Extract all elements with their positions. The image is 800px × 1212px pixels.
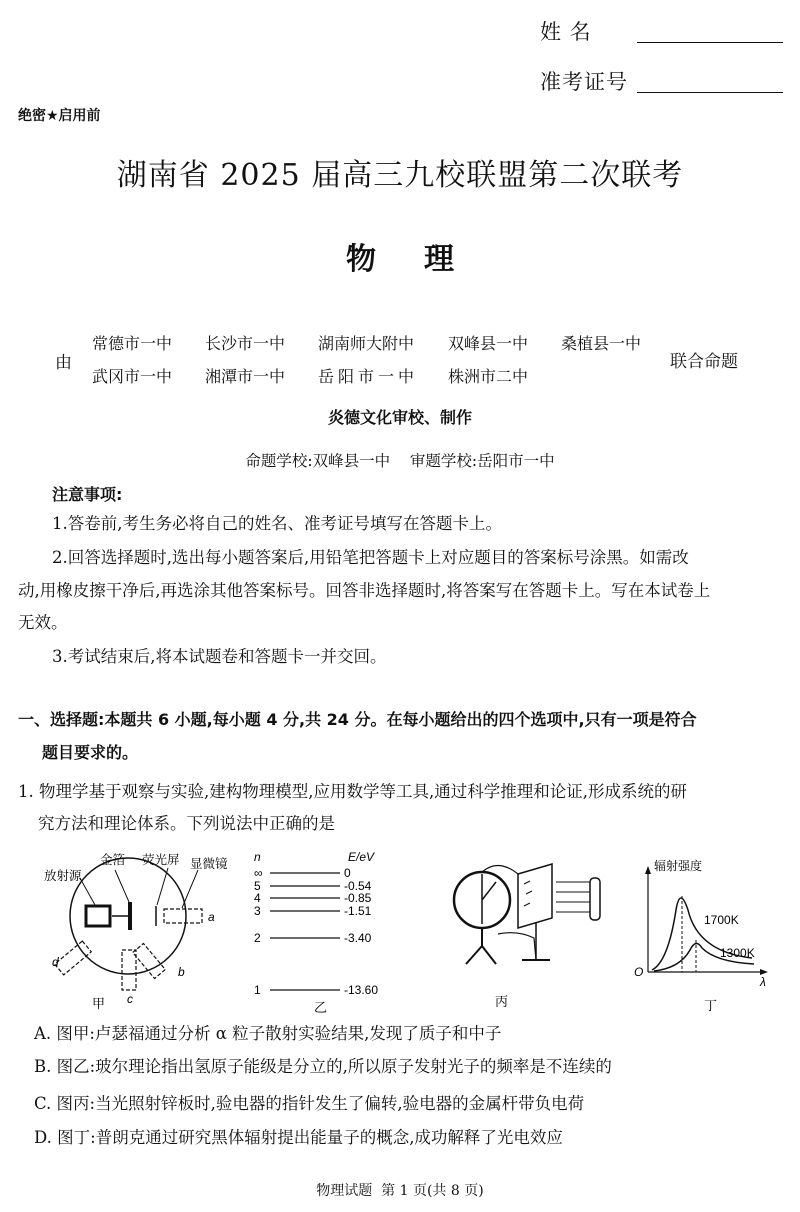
y-axis-label: 辐射强度 <box>654 859 703 873</box>
school-3: 湖南师大附中 <box>318 334 415 353</box>
light-rays <box>556 882 590 912</box>
electroscope-leg-left <box>466 946 482 964</box>
radioactive-source-box <box>86 906 110 926</box>
note-3: 3.考试结束后,将本试题卷和答题卡一并交回。 <box>52 647 387 666</box>
energy-level-n: 4 <box>254 891 261 905</box>
school-9: 株洲市二中 <box>448 367 529 386</box>
label-leader-foil <box>115 870 129 902</box>
reviewer-line: 炎德文化审校、制作 <box>327 408 472 427</box>
energy-level-n: 1 <box>254 983 261 997</box>
label-leader-microscope <box>182 870 198 908</box>
y-axis-arrow <box>645 866 651 874</box>
q1-option-c[interactable]: C. 图丙:当光照射锌板时,验电器的指针发生了偏转,验电器的金属杆带负电荷 <box>34 1094 585 1113</box>
note-2-line2: 动,用橡皮擦干净后,再选涂其他答案标号。回答非选择题时,将答案写在答题卡上。写在本试卷上 <box>18 581 711 600</box>
q1-option-b[interactable]: B. 图乙:玻尔理论指出氢原子能级是分立的,所以原子发射光子的频率是不连续的 <box>34 1057 612 1076</box>
label-source: 放射源 <box>44 869 82 883</box>
caption-jia: 甲 <box>92 996 106 1011</box>
section1-heading-line2: 题目要求的。 <box>42 743 139 762</box>
electroscope-leg-right <box>482 946 496 964</box>
label-d: d <box>52 955 59 969</box>
school-7: 湘潭市一中 <box>205 367 286 386</box>
caption-bing: 丙 <box>495 994 509 1009</box>
subject-title: 物理 <box>346 242 502 277</box>
energy-level-value: -1.51 <box>344 904 372 918</box>
schools-prefix: 由 <box>55 353 72 373</box>
zinc-plate-hatch <box>524 881 532 906</box>
caption-yi: 乙 <box>314 1000 328 1015</box>
label-screen: 荧光屏 <box>142 853 180 867</box>
origin-label: O <box>634 965 644 979</box>
microscope-d <box>55 941 92 975</box>
col-n: n <box>254 850 261 864</box>
microscope-c <box>122 950 136 990</box>
zinc-plate <box>518 864 552 928</box>
col-e: E/eV <box>348 850 375 864</box>
school-6: 武冈市一中 <box>92 367 173 386</box>
makers-line: 命题学校:双峰县一中 审题学校:岳阳市一中 <box>245 452 555 470</box>
energy-level-n: ∞ <box>254 866 263 880</box>
notes-heading: 注意事项: <box>52 485 123 504</box>
school-8: 岳阳市一中 <box>318 367 419 386</box>
q1-stem-line2: 究方法和理论体系。下列说法中正确的是 <box>38 814 335 833</box>
plate-stand-wire <box>498 933 536 960</box>
q1-option-d[interactable]: D. 图丁:普朗克通过研究黑体辐射提出能量子的概念,成功解释了光电效应 <box>34 1128 563 1147</box>
note-2-line3: 无效。 <box>18 613 68 632</box>
secret-mark: 绝密★启用前 <box>18 108 101 124</box>
curve-label-1300k: 1300K <box>720 946 755 960</box>
exam-title: 湖南省 2025 届高三九校联盟第二次联考 <box>116 158 684 193</box>
energy-level-n: 5 <box>254 879 261 893</box>
label-leader-screen <box>157 868 168 905</box>
note-1: 1.答卷前,考生务必将自己的姓名、准考证号填写在答题卡上。 <box>52 514 502 533</box>
energy-level-value: -0.54 <box>344 879 372 893</box>
energy-level-n: 2 <box>254 931 261 945</box>
label-microscope: 显微镜 <box>190 857 228 871</box>
uv-lamp <box>590 878 600 920</box>
electroscope-needle <box>482 882 496 900</box>
schools-suffix: 联合命题 <box>670 352 738 372</box>
label-a: a <box>208 910 215 924</box>
school-4: 双峰县一中 <box>448 334 529 353</box>
name-label: 姓 名 <box>540 20 592 44</box>
x-axis-label: λ <box>760 975 766 989</box>
label-c: c <box>127 992 133 1006</box>
section1-heading-line1: 一、选择题:本题共 6 小题,每小题 4 分,共 24 分。在每小题给出的四个选项中,只有一项是符合 <box>18 710 697 729</box>
energy-level-value: -13.60 <box>344 983 379 997</box>
exam-id-label: 准考证号 <box>540 70 628 94</box>
school-5: 桑植县一中 <box>561 334 642 353</box>
energy-level-n: 3 <box>254 904 261 918</box>
figure-ding <box>632 850 782 1020</box>
label-foil: 金箔 <box>100 853 126 867</box>
page-footer: 物理试题 第 1 页(共 8 页) <box>316 1183 484 1199</box>
label-leader-source <box>80 878 95 905</box>
school-2: 长沙市一中 <box>205 334 286 353</box>
energy-level-value: 0 <box>344 866 351 880</box>
figure-jia <box>30 848 235 1013</box>
name-field[interactable] <box>637 20 783 43</box>
q1-option-a[interactable]: A. 图甲:卢瑟福通过分析 α 粒子散射实验结果,发现了质子和中子 <box>34 1024 502 1043</box>
figure-yi <box>248 848 408 1016</box>
caption-ding: 丁 <box>704 998 718 1013</box>
school-1: 常德市一中 <box>92 334 173 353</box>
exam-id-field[interactable] <box>637 70 783 93</box>
curve-label-1700k: 1700K <box>704 913 739 927</box>
figure-bing <box>440 860 620 1010</box>
energy-level-value: -0.85 <box>344 891 372 905</box>
microscope-a <box>164 909 202 923</box>
label-b: b <box>178 965 185 979</box>
energy-level-value: -3.40 <box>344 931 372 945</box>
note-2-line1: 2.回答选择题时,选出每小题答案后,用铅笔把答题卡上对应题目的答案标号涂黑。如需改 <box>52 548 689 567</box>
q1-stem-line1: 1. 物理学基于观察与实验,建构物理模型,应用数学等工具,通过科学推理和论证,形成系统的研 <box>18 782 687 801</box>
